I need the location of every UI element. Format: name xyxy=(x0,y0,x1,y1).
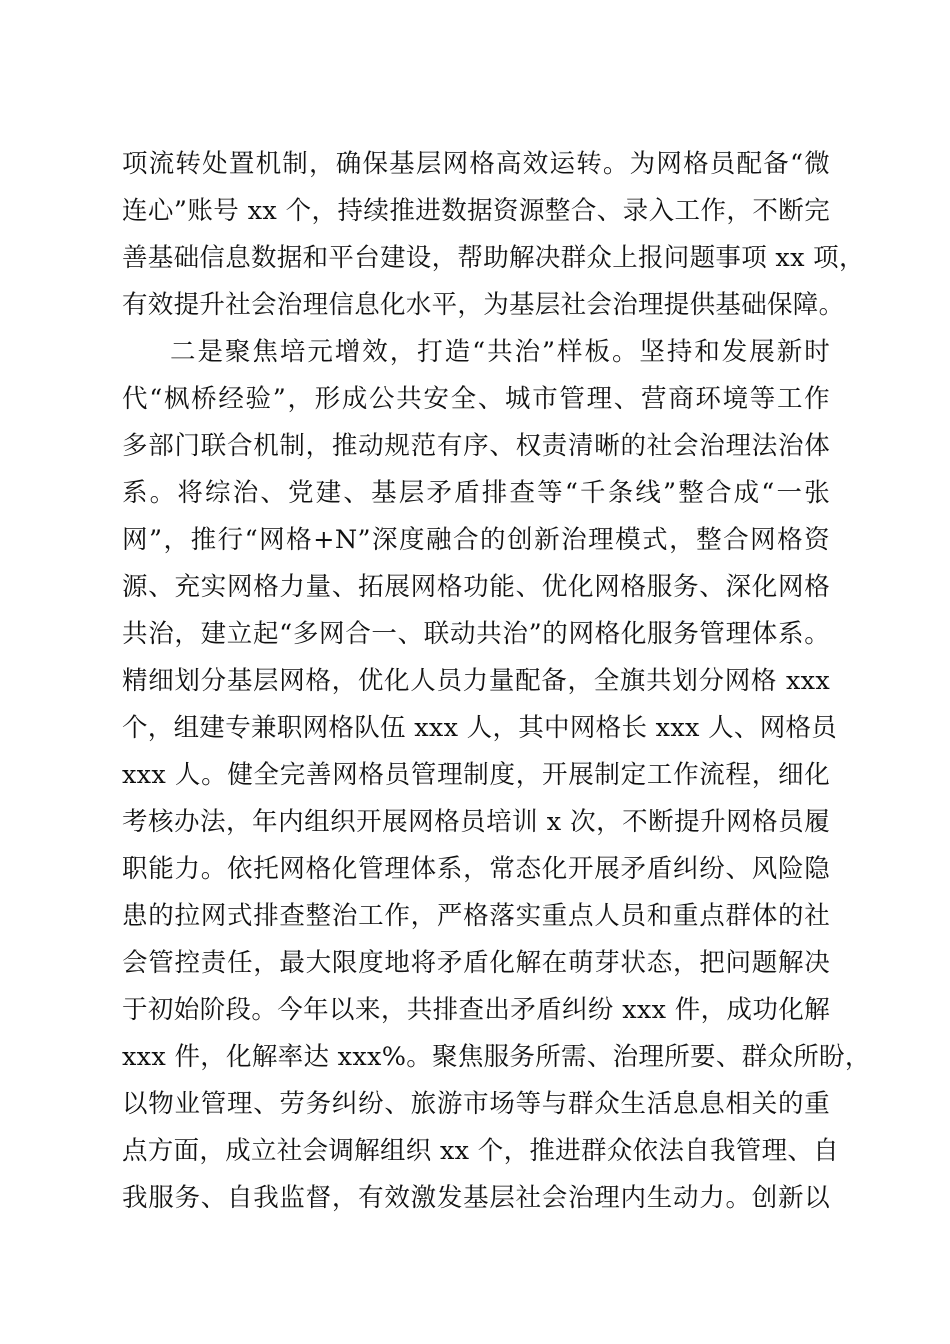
body-line-23: 我服务、自我监督，有效激发基层社会治理内生动力。创新以 xyxy=(122,1183,830,1213)
body-line-9: 网”，推行“网格+N”深度融合的创新治理模式，整合网格资 xyxy=(122,525,830,555)
body-line-2: 连心”账号 xx 个，持续推进数据资源整合、录入工作，不断完 xyxy=(122,196,830,226)
paragraph-2-first-line: 二是聚焦培元增效，打造“共治”样板。坚持和发展新时 xyxy=(170,337,830,367)
body-line-3: 善基础信息数据和平台建设，帮助解决群众上报问题事项 xx 项， xyxy=(122,243,865,273)
body-line-16: 职能力。依托网格化管理体系，常态化开展矛盾纠纷、风险隐 xyxy=(122,854,830,884)
body-line-13: 个，组建专兼职网格队伍 xxx 人，其中网格长 xxx 人、网格员 xyxy=(122,713,838,743)
body-line-20: xxx 件，化解率达 xxx%。聚焦服务所需、治理所要、群众所盼， xyxy=(122,1042,871,1072)
body-line-10: 源、充实网格力量、拓展网格功能、优化网格服务、深化网格 xyxy=(122,572,830,602)
body-line-12: 精细划分基层网格，优化人员力量配备，全旗共划分网格 xxx xyxy=(122,666,830,696)
body-line-4: 有效提升社会治理信息化水平，为基层社会治理提供基础保障。 xyxy=(122,290,845,320)
body-line-14: xxx 人。健全完善网格员管理制度，开展制定工作流程，细化 xyxy=(122,760,830,790)
body-line-7: 多部门联合机制，推动规范有序、权责清晰的社会治理法治体 xyxy=(122,431,830,461)
body-line-8: 系。将综治、党建、基层矛盾排查等“千条线”整合成“一张 xyxy=(122,478,830,508)
body-line-18: 会管控责任，最大限度地将矛盾化解在萌芽状态，把问题解决 xyxy=(122,948,830,978)
body-line-1: 项流转处置机制，确保基层网格高效运转。为网格员配备“微 xyxy=(122,149,830,179)
body-line-22: 点方面，成立社会调解组织 xx 个，推进群众依法自我管理、自 xyxy=(122,1136,839,1166)
body-line-17: 患的拉网式排查整治工作，严格落实重点人员和重点群体的社 xyxy=(122,901,830,931)
body-line-6: 代“枫桥经验”，形成公共安全、城市管理、营商环境等工作 xyxy=(122,384,830,414)
body-line-21: 以物业管理、劳务纠纷、旅游市场等与群众生活息息相关的重 xyxy=(122,1089,830,1119)
body-line-19: 于初始阶段。今年以来，共排查出矛盾纠纷 xxx 件，成功化解 xyxy=(122,995,830,1025)
body-line-11: 共治，建立起“多网合一、联动共治”的网格化服务管理体系。 xyxy=(122,619,830,649)
body-line-15: 考核办法，年内组织开展网格员培训 x 次，不断提升网格员履 xyxy=(122,807,830,837)
document-body xyxy=(122,141,871,1222)
